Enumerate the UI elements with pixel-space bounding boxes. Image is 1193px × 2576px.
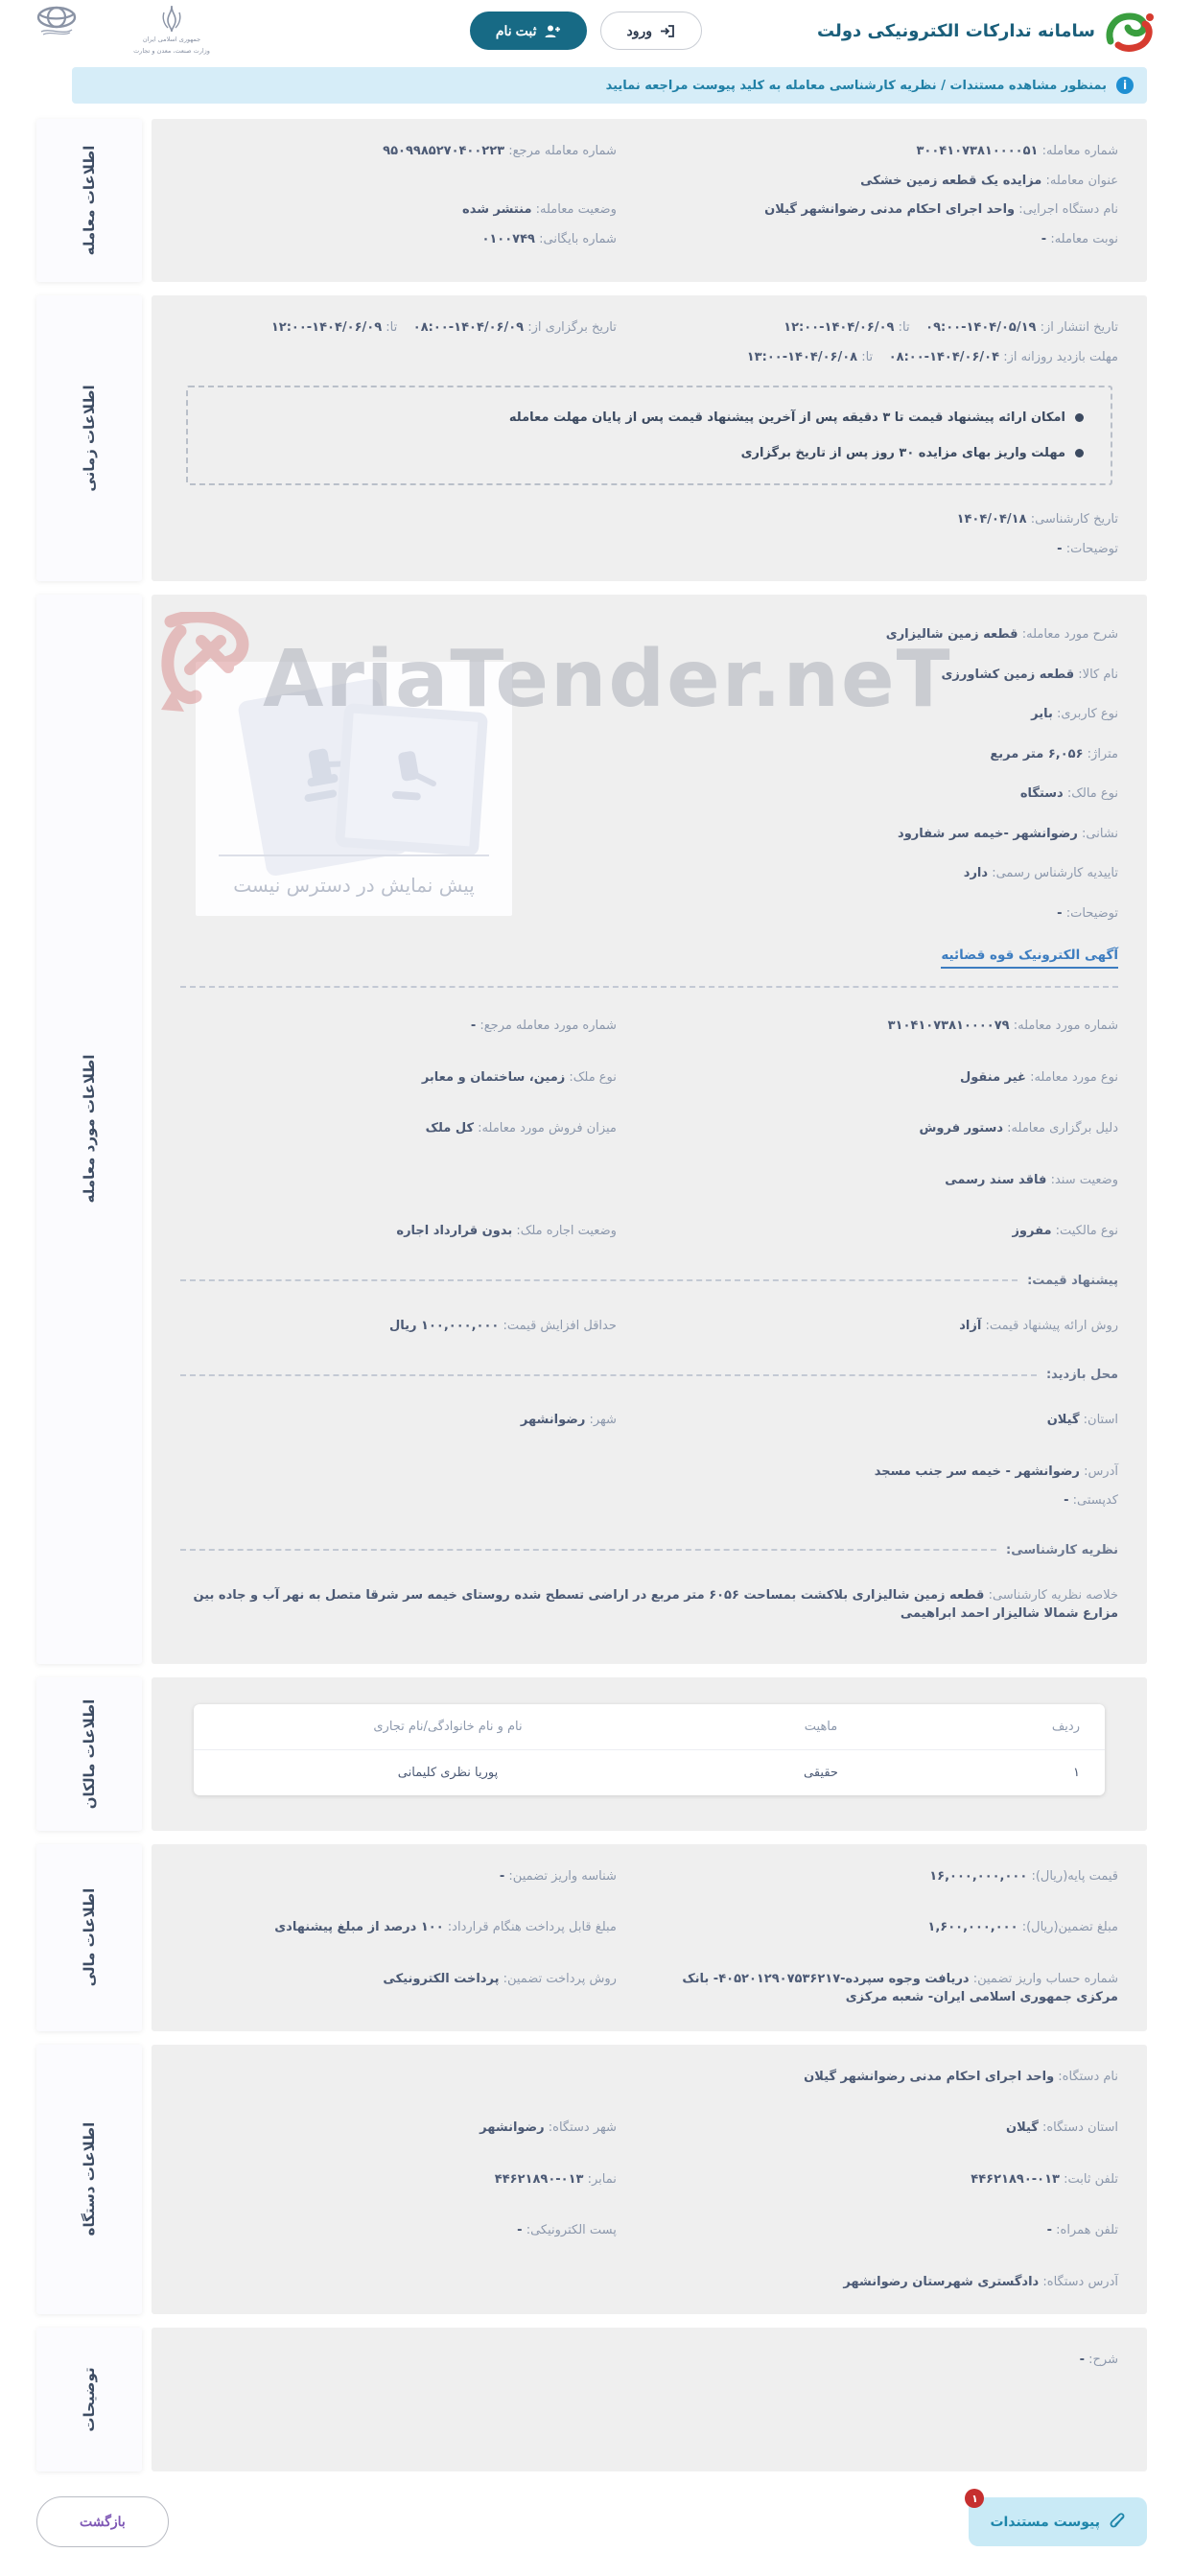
header-actions <box>470 12 702 50</box>
field-publish-dates: تاریخ انتشار از: ۱۴۰۴/۰۵/۱۹-۰۹:۰۰ تا: ۱۴۰۴/۰۶/۰۹-۱۲:۰۰ <box>784 320 1118 335</box>
bullet-dot <box>1075 413 1084 422</box>
attach-documents-button[interactable] <box>969 2492 1147 2546</box>
section-label-deal: اطلاعات معامله <box>36 119 142 282</box>
item-top-block <box>180 618 1118 969</box>
field-agency-email: پست الکترونیکی: - <box>517 2223 617 2237</box>
timing-note-1: امکان ارائه پیشنهاد قیمت تا ۳ دقیقه پس از آخرین پیشنهاد قیمت پس از پایان مهلت معامله <box>215 410 1084 425</box>
field-deal-ref-number: شماره معامله مرجع: ۹۵۰۹۹۸۵۲۷۰۴۰۰۲۲۳ <box>383 144 617 158</box>
section-label-agency: اطلاعات دستگاه <box>36 2045 142 2315</box>
owners-table-header <box>194 1704 1105 1750</box>
col-header-nature: ماهیت <box>804 1719 838 1734</box>
field-agency-mobile: تلفن همراه: - <box>1046 2223 1118 2237</box>
paperclip-icon <box>1110 2513 1126 2531</box>
attach-documents-label: پیوست مستندات <box>990 2514 1100 2530</box>
field-agency-name: نام دستگاه: واحد اجرای احکام مدنی رضوانشهر گیلان <box>804 2069 1118 2084</box>
timing-content <box>152 295 1147 581</box>
field-min-increase: حداقل افزایش قیمت: ۱۰۰,۰۰۰,۰۰۰ ریال <box>388 1318 617 1333</box>
field-payable-amount: مبلغ قابل پرداخت هنگام قرارداد: ۱۰۰ درصد از مبلغ پیشنهادی <box>274 1920 617 1934</box>
setad-logo-icon <box>1105 9 1155 53</box>
field-deal-status: وضعیت معامله: منتشر شده <box>462 202 617 217</box>
section-label-timing: اطلاعات زمانی <box>36 295 142 581</box>
info-icon: i <box>1116 77 1134 94</box>
bullet-dot <box>1075 449 1084 457</box>
ecommerce-center-logo <box>15 5 98 37</box>
field-timing-desc: توضیحات: - <box>1057 541 1118 556</box>
attachments-count-badge: ۱ <box>965 2489 984 2508</box>
field-sale-portion: میزان فروش مورد معامله: کل ملک <box>425 1121 617 1136</box>
field-sale-reason: دلیل برگزاری معامله: دستور فروش <box>919 1121 1118 1136</box>
field-expert-summary: خلاصه نظریه کارشناسی: قطعه زمین شالیزاری بلاکشت بمساحت ۶۰۵۶ متر مربع در اراضی تسطح شده روستای خیمه سر شرقا متصل به نهر آب و جاده بین مزارع شمالا شالیزار احمد ابراهیمی <box>193 1587 1118 1621</box>
owner-row-index: ۱ <box>1073 1765 1080 1780</box>
owner-name: پوریا نظری کلیمانی <box>397 1765 499 1780</box>
field-usage-type: نوع کاربری: بایر <box>1031 707 1118 721</box>
iran-emblem-icon <box>159 5 184 34</box>
dashed-divider <box>180 986 1118 988</box>
owners-content <box>152 1677 1147 1831</box>
section-descriptions <box>36 2328 1147 2471</box>
timing-note-2: مهلت واریز بهای مزایده ۳۰ روز پس از تاریخ برگزاری <box>215 446 1084 460</box>
notice-text: بمنظور مشاهده مستندات / نظریه کارشناسی معامله به کلید پیوست مراجعه نمایید <box>605 78 1107 93</box>
section-financial-info <box>36 1844 1147 2031</box>
user-plus-icon <box>544 24 561 38</box>
field-deed-status: وضعیت سند: فاقد سند رسمی <box>945 1172 1118 1187</box>
field-base-price: قیمت پایه(ریال): ۱۶,۰۰۰,۰۰۰,۰۰۰ <box>929 1868 1118 1884</box>
field-agency-fax: نمابر: ۰۱۳-۴۴۶۲۱۸۹۰ <box>494 2171 617 2187</box>
ecommerce-center-icon <box>35 5 78 37</box>
group-header-bid: پیشنهاد قیمت: <box>180 1274 1118 1288</box>
login-button[interactable] <box>600 12 702 50</box>
preview-caption: پیش نمایش در دسترس نیست <box>233 874 475 897</box>
watermark-text: AriaTender.neT <box>263 633 952 725</box>
field-city: شهر: رضوانشهر <box>520 1413 617 1427</box>
descriptions-content <box>152 2328 1147 2471</box>
gavel-icon <box>374 744 446 816</box>
field-bid-method: روش ارائه پیشنهاد قیمت: آزاد <box>959 1318 1118 1333</box>
app-title: سامانه تدارکات الکترونیکی دولت <box>817 20 1095 41</box>
photo-frame-icon <box>335 703 488 856</box>
field-rent-status: وضعیت اجاره ملک: بدون قرارداد اجاره <box>396 1224 617 1238</box>
col-header-name: نام و نام خانوادگی/نام تجاری <box>373 1719 523 1734</box>
financial-content <box>152 1844 1147 2031</box>
field-guarantee-pay-method: روش پرداخت تضمین: پرداخت الکترونیکی <box>383 1971 617 1986</box>
field-item-notes: توضیحات: - <box>1057 905 1118 921</box>
judiciary-ad-link[interactable]: آگهی الکترونیک قوه قضائیه <box>941 948 1118 969</box>
register-label: ثبت نام <box>495 22 537 38</box>
field-deal-turn: نوبت معامله: - <box>1041 231 1118 246</box>
login-icon <box>660 24 676 38</box>
emblem-caption-2: وزارت صنعت، معدن و تجارت <box>133 47 210 55</box>
notice-bar <box>72 67 1147 104</box>
preview-divider <box>219 855 489 856</box>
section-owners-info <box>36 1677 1147 1831</box>
field-agency-phone: تلفن ثابت: ۰۱۳-۴۴۶۲۱۸۹۰ <box>971 2171 1118 2187</box>
group-header-expert-opinion: نظریه کارشناسی: <box>180 1543 1118 1557</box>
field-postal-code: کدپستی: - <box>1064 1493 1118 1508</box>
field-estate-type: نوع ملک: زمین، ساختمان و معابر <box>421 1069 617 1085</box>
field-deposit-id: شناسه واریز تضمین: - <box>499 1868 617 1884</box>
top-header <box>0 0 1193 61</box>
field-deal-number: شماره معامله: ۳۰۰۴۱۰۷۳۸۱۰۰۰۰۵۱ <box>916 144 1118 158</box>
partner-logos <box>10 5 213 57</box>
field-item-desc: شرح مورد معامله: قطعه زمین شالیزاری <box>885 627 1118 642</box>
agency-content <box>152 2045 1147 2315</box>
field-item-kind: نوع مورد معامله: غیر منقول <box>959 1069 1118 1085</box>
register-button[interactable] <box>470 12 588 50</box>
field-expert-confirmation: تاییدیه کارشناس رسمی: دارد <box>963 866 1118 880</box>
owners-table-row <box>194 1750 1105 1795</box>
section-label-descriptions: توضیحات <box>36 2328 142 2471</box>
field-description: شرح: - <box>1079 2353 1118 2367</box>
back-button[interactable]: بازگشت <box>36 2496 169 2547</box>
col-header-row: ردیف <box>1051 1719 1080 1734</box>
section-timing-info <box>36 295 1147 581</box>
field-ownership-type: نوع مالکیت: مفروز <box>1012 1224 1118 1238</box>
emblem-caption-1: جمهوری اسلامی ایران <box>142 35 201 44</box>
field-agency-province: استان دستگاه: گیلان <box>1006 2120 1118 2135</box>
section-label-financial: اطلاعات مالی <box>36 1844 142 2031</box>
deal-content <box>152 119 1147 282</box>
iran-emblem <box>130 5 213 57</box>
owners-table <box>194 1704 1105 1795</box>
field-guarantee-account: شماره حساب واریز تضمین: دریافت وجوه سپرده-۴۰۵۲۰۱۲۹۰۷۵۳۶۲۱۷- بانک مرکزی جمهوری اسلامی ایران- شعبه مرکزی <box>682 1971 1118 2004</box>
field-expert-date: تاریخ کارشناسی: ۱۴۰۴/۰۴/۱۸ <box>956 512 1118 527</box>
section-item-info <box>36 595 1147 1664</box>
field-guarantee-amount: مبلغ تضمین(ریال): ۱,۶۰۰,۰۰۰,۰۰۰ <box>927 1920 1118 1934</box>
timing-notes-box <box>186 386 1112 485</box>
field-visit-address: آدرس: رضوانشهر - خیمه سر جنب مسجد <box>874 1464 1118 1479</box>
footer <box>36 2492 1147 2547</box>
field-location: نشانی: رضوانشهر -خیمه سر شفارود <box>898 826 1118 841</box>
group-header-visit: محل بازدید: <box>180 1368 1118 1382</box>
field-visit-dates: مهلت بازدید روزانه از: ۱۴۰۴/۰۶/۰۴-۰۸:۰۰ تا: ۱۴۰۴/۰۶/۰۸-۱۳:۰۰ <box>746 349 1118 364</box>
field-executive-agency: نام دستگاه اجرایی: واحد اجرای احکام مدنی رضوانشهر گیلان <box>764 202 1118 217</box>
section-label-item: اطلاعات مورد معامله <box>36 595 142 1664</box>
owner-nature: حقیقی <box>804 1765 838 1780</box>
field-archive-number: شماره بایگانی: ۰۱۰۰۷۴۹ <box>481 231 617 246</box>
brand[interactable] <box>817 9 1155 53</box>
field-agency-address: آدرس دستگاه: دادگستری شهرستان رضوانشهر <box>843 2274 1118 2289</box>
field-goods-name: نام کالا: قطعه زمین کشاورزی <box>941 667 1118 682</box>
login-label: ورود <box>626 22 652 38</box>
field-item-ref-number: شماره مورد معامله مرجع: - <box>470 1019 617 1033</box>
field-agency-city: شهر دستگاه: رضوانشهر <box>480 2120 617 2135</box>
field-deal-title: عنوان معامله: مزایده یک قطعه زمین خشکی <box>860 173 1118 188</box>
field-held-dates: تاریخ برگزاری از: ۱۴۰۴/۰۶/۰۹-۰۸:۰۰ تا: ۱۴۰۴/۰۶/۰۹-۱۲:۰۰ <box>270 320 617 335</box>
field-item-number: شماره مورد معامله: ۳۱۰۴۱۰۷۳۸۱۰۰۰۰۷۹ <box>887 1019 1118 1033</box>
section-deal-info <box>36 119 1147 282</box>
section-agency-info <box>36 2045 1147 2315</box>
section-label-owners: اطلاعات مالکان <box>36 1677 142 1831</box>
field-owner-type: نوع مالک: دستگاه <box>1019 786 1118 801</box>
field-province: استان: گیلان <box>1046 1413 1118 1427</box>
item-fields <box>524 618 1118 969</box>
field-area: متراژ: ۶,۰۵۶ متر مربع <box>990 746 1118 761</box>
preview-placeholder <box>196 662 512 916</box>
item-content <box>152 595 1147 1664</box>
